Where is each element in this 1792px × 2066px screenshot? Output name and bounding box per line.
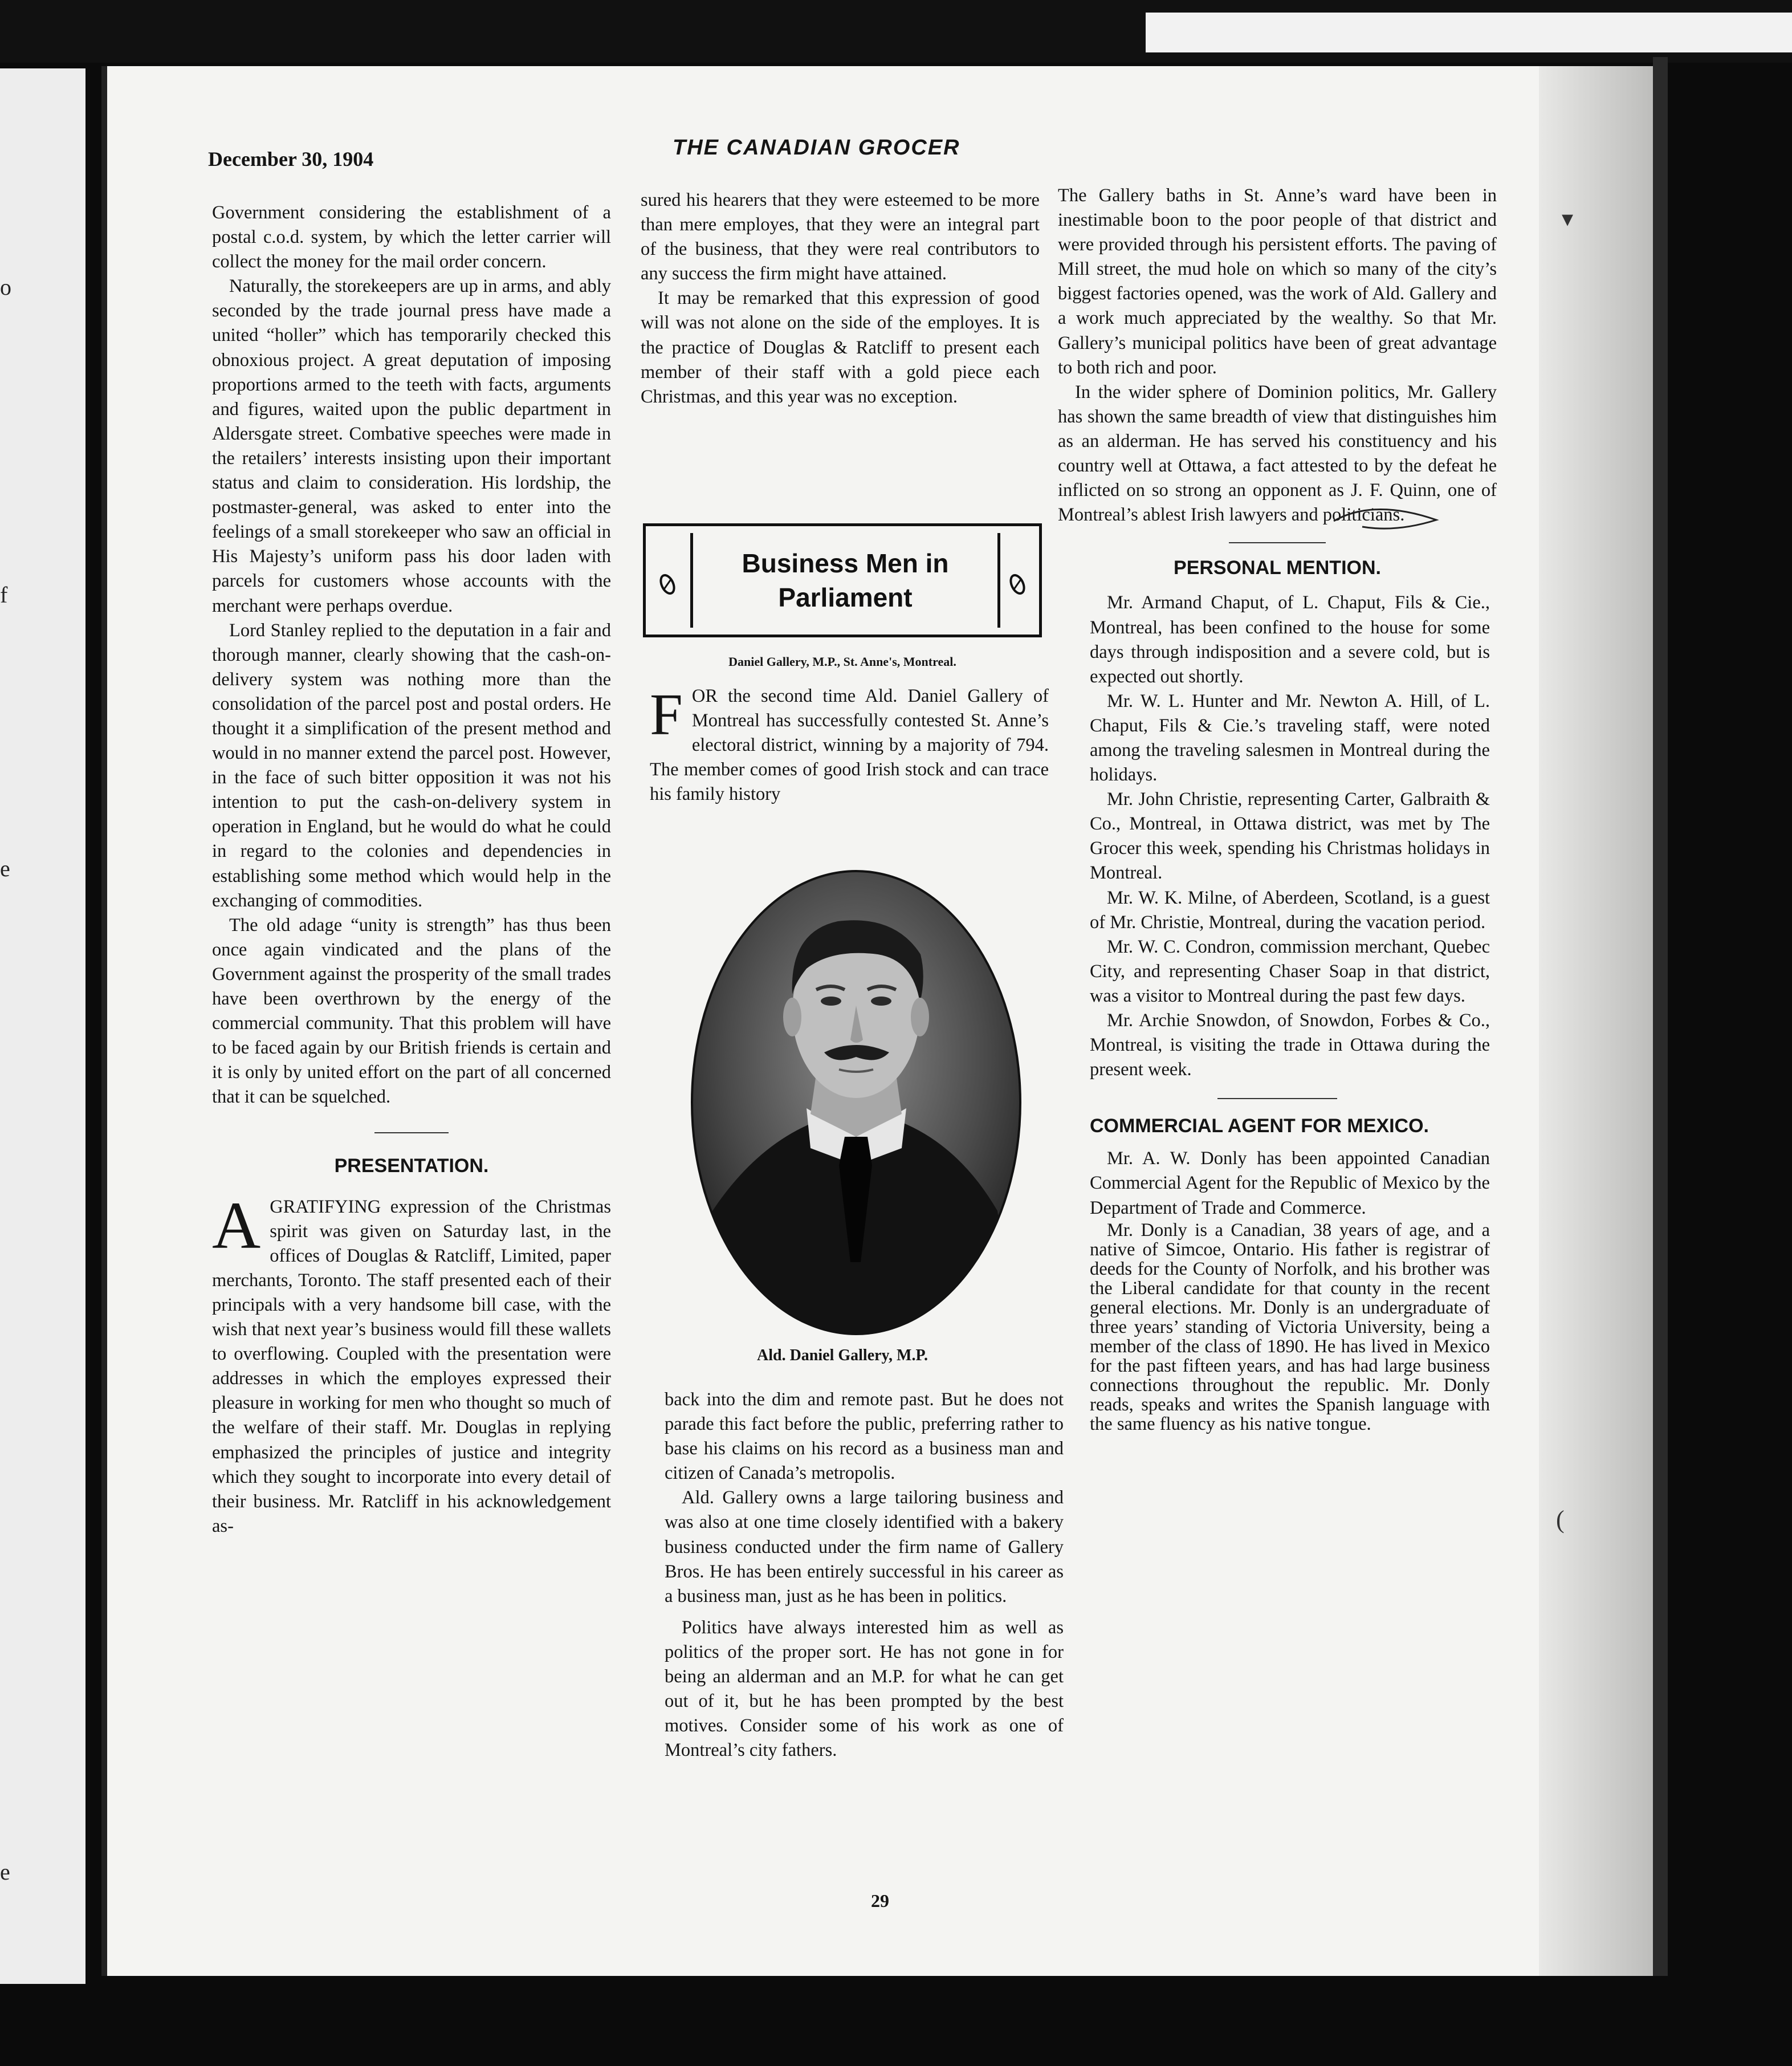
presentation-text: GRATIFYING expression of the Christmas spirit was given on Saturday last, in the offices of Douglas & Ratcliff, Limited, paper merchants, Toronto. The staff presented each of their principals with a very handsome bill case, with the wish that next year’s business would fill these wallets to overflowing. Coupled with the presentation were addresses in which the employes expressed their pleasure in working for men who thought so much of the welfare of their staff. Mr. Douglas in replying emphasized the principles of justice and integrity which they sought to incorporate into every detail of their business. Mr. Ratcliff in his acknowledgement as- [212,1196,611,1536]
section-rule [1229,542,1326,543]
article-paragraph: It may be remarked that this expression of good will was not alone on the side of the employes. It is the practice of Douglas & Ratcliff to present each member of their staff with a gold piece each Christmas, and this year was no exception. [641,288,1040,407]
section-rule [1217,1098,1337,1099]
article-paragraph: back into the dim and remote past. But he does not parade this fact before the public, preferring rather to base his claims on his record as a business man and citizen of Canada’s metropolis. [665,1389,1064,1484]
article-paragraph: Government considering the establishment of a postal c.o.d. system, by which the letter carrier will collect the money for the mail order concern. [212,202,611,273]
page-shadow [1539,66,1653,1976]
subheading-caption: Daniel Gallery, M.P., St. Anne's, Montreal. [728,654,956,669]
margin-mark: ( [1556,1506,1565,1534]
personal-item: Mr. Archie Snowdon, of Snowdon, Forbes & Co., Montreal, is visiting the trade in Ottawa during the present week. [1090,1010,1490,1080]
column-1 [212,201,611,1539]
strip-letter: e [0,856,10,881]
article-paragraph: sured his hearers that they were esteemed to be more than mere employes, that they were an integral part of the business, that they were real contributors to any success the firm might have attained. [641,190,1040,284]
personal-item: Mr. W. K. Milne, of Aberdeen, Scotland, is a guest of Mr. Christie, Montreal, during the vacation period. [1090,887,1490,933]
article-paragraph: Politics have always interested him as well as politics of the proper sort. He has not gone in for being an alderman and an M.P. for what he can get out of it, but he has been prompted by the best motives. Consider some of his work as one of Montreal’s city fathers. [665,1617,1064,1761]
personal-item: Mr. W. L. Hunter and Mr. Newton A. Hill, of L. Chaput, Fils & Cie.’s traveling staff, were noted among the traveling salesmen in Montreal during the holidays. [1090,690,1490,786]
issue-date: December 30, 1904 [208,148,374,170]
gallery-intro-article [650,684,1049,807]
scan-top-paper-edge [1146,13,1792,52]
section-heading-presentation: PRESENTATION. [334,1155,489,1177]
adjacent-page-strip [0,68,85,1984]
scan-bottom-border [85,1976,1792,2066]
pen-mark [1328,504,1442,538]
section-heading-commercial-agent: COMMERCIAL AGENT FOR MEXICO. [1090,1115,1429,1137]
article-paragraph: Lord Stanley replied to the deputation in a fair and thorough manner, clearly showing that the cash-on-delivery system was nothing more than the consolidation of the parcel post and postal orders. He thought it a simplification of the present method and would in no manner extend the parcel post. However, in the face of such bitter opposition it was not his intention to put the cash-on-delivery system in operation in England, but he would do what he could in regard to the colonies and dependencies in establishing some method which would help in the exchanging of commodities. [212,620,611,911]
section-rule [374,1132,449,1133]
ornament-leaf-icon [1008,573,1027,596]
portrait-caption: Ald. Daniel Gallery, M.P. [757,1347,928,1364]
column-2-top [641,188,1040,409]
section-heading-personal-mention: PERSONAL MENTION. [1174,557,1381,579]
article-paragraph: The Gallery baths in St. Anne’s ward have been in inestimable boon to the poor people of that district and were provided through his persistent efforts. The paving of Mill street, the mud hole on which so many of the city’s biggest factories opened, was the work of Ald. Gallery and a work much appreciated by the wealthy. So that Mr. Gallery’s municipal politics have been of great advantage to both rich and poor. [1058,185,1497,378]
headline-frame [690,533,1000,628]
page-binding-edge [1653,57,1668,1984]
personal-mention-list [1058,591,1497,1082]
personal-item: Mr. W. C. Condron, commission merchant, Quebec City, and representing Chaser Soap in that district, was a visitor to Montreal during the past few days. [1090,936,1490,1006]
strip-letter: e [0,1859,10,1885]
article-paragraph: Mr. Donly is a Canadian, 38 years of age, and a native of Simcoe, Ontario. His father is registrar of deeds for the County of Norfolk, and his brother was the Liberal candidate for that county in the recent general elections. Mr. Donly is an undergraduate of three years’ standing of Victoria University, being a member of the class of 1890. He has lived in Mexico for the past fifteen years, and has had large business connections throughout the republic. Mr. Donly reads, speaks and writes the Spanish language with the same fluency as his native tongue. [1090,1219,1490,1434]
commercial-agent-article [1058,1114,1497,1433]
page-number: 29 [871,1890,889,1911]
article-paragraph: Mr. A. W. Donly has been appointed Canadian Commercial Agent for the Republic of Mexico by the Department of Trade and Commerce. [1090,1148,1490,1218]
strip-letter: f [0,582,8,608]
article-paragraph: Ald. Gallery owns a large tailoring business and was also at one time closely identified with a bakery business conducted under the firm name of Gallery Bros. He has been entirely successful in his career as a business man, just as he has been in politics. [665,1487,1064,1607]
article-paragraph: The old adage “unity is strength” has thus been once again vindicated and the plans of the Government against the prosperity of the small trades have been overthrown by the energy of the commercial community. That this problem will have to be faced again by our British friends is certain and it is only by united effort on the part of all concerned that it can be squelched. [212,914,611,1108]
article-paragraph: In the wider sphere of Dominion politics, Mr. Gallery has shown the same breadth of view that distinguishes him as an alderman. He has served his constituency and his country well at Ottawa, a fact attested to by the defeat he inflicted on so strong an opponent as J. F. Quinn, one of Montreal’s ablest Irish lawyers and politicians. [1058,381,1497,526]
strip-letter: o [0,274,11,300]
publication-title: THE CANADIAN GROCER [673,136,960,160]
presentation-article [212,1187,611,1539]
margin-mark: ▾ [1562,206,1574,231]
ornament-leaf-icon [658,573,677,596]
headline-box [643,523,1042,637]
portrait-photo [690,869,1023,1336]
drop-cap: F [650,682,683,747]
column-2-intro [650,684,1049,807]
personal-item: Mr. John Christie, representing Carter, Galbraith & Co., Montreal, in Ottawa district, was met by The Grocer this week, spending his Christmas holidays in Montreal. [1090,789,1490,884]
personal-item: Mr. Armand Chaput, of L. Chaput, Fils & Cie., Montreal, has been confined to the house for some days through indisposition and a severe cold, but is expected out shortly. [1090,592,1490,687]
headline-business-men-in-parliament: Business Men in Parliament [742,548,949,612]
column-3 [1058,184,1497,1434]
column-2-bottom [665,1388,1064,1763]
drop-cap: A [212,1187,261,1263]
gallery-intro-text: OR the second time Ald. Daniel Gallery of Montreal has successfully contested St. Anne’s electoral district, winning by a majority of 794. The member comes of good Irish stock and can trace his family history [650,686,1049,805]
article-paragraph: Naturally, the storekeepers are up in arms, and ably seconded by the trade journal press have made a united “holler” which has temporarily checked this obnoxious project. A great deputation of imposing proportions armed to the teeth with facts, arguments and figures, waited upon the public department in Aldersgate street. Combative speeches were made in the retailers’ interests insisting upon their important status and claim to consideration. His lordship, the postmaster-general, was asked to enter into the feelings of a small storekeeper who saw an official in His Majesty’s uniform pass his door laden with parcels for customers whose accounts with the merchant were perhaps overdue. [212,276,611,616]
